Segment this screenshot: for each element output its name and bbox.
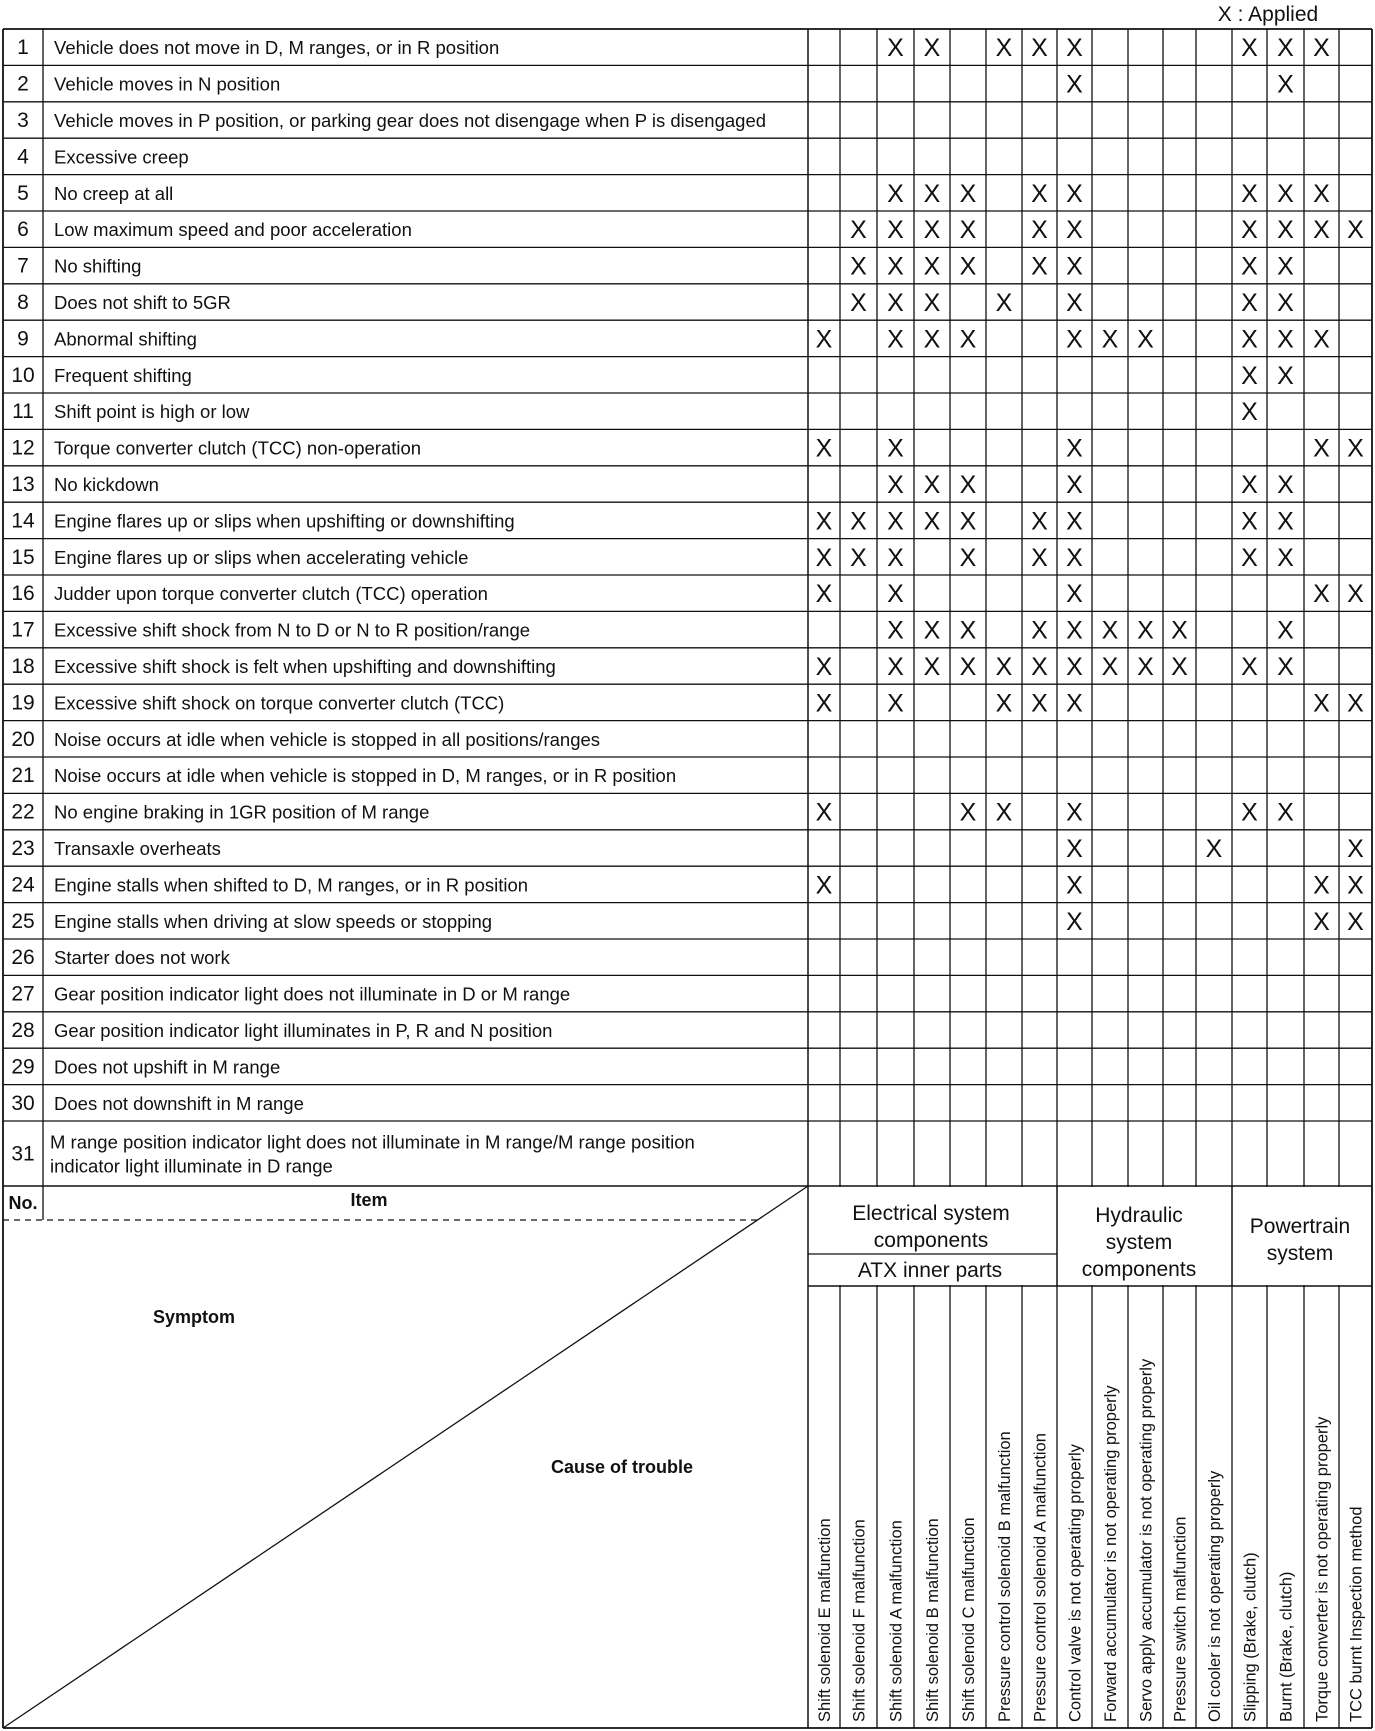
applied-mark: X	[923, 325, 941, 354]
applied-mark: X	[1031, 616, 1048, 645]
applied-mark: X	[887, 507, 904, 536]
applied-mark: X	[887, 325, 904, 354]
cause-label-10: Servo apply accumulator is not operating properly	[1137, 1358, 1156, 1722]
applied-mark: X	[959, 179, 977, 208]
symptom-item: No engine braking in 1GR position of M range	[54, 801, 430, 823]
applied-mark: X	[995, 34, 1013, 63]
applied-mark: X	[1066, 434, 1083, 463]
applied-mark: X	[1277, 252, 1294, 281]
symptom-item: Noise occurs at idle when vehicle is stopped in D, M ranges, or in R position	[54, 765, 677, 787]
symptom-item: Excessive shift shock is felt when upshifting and downshifting	[54, 656, 556, 677]
symptom-item: Abnormal shifting	[54, 328, 197, 350]
applied-mark: X	[1277, 216, 1294, 245]
applied-mark: X	[923, 616, 941, 645]
symptom-item: indicator light illuminate in D range	[50, 1155, 333, 1177]
symptom-item: Vehicle does not move in D, M ranges, or in R position	[54, 37, 500, 59]
applied-mark: X	[815, 689, 833, 718]
applied-mark: X	[923, 289, 941, 317]
applied-mark: X	[959, 216, 977, 245]
row-number: 11	[12, 400, 34, 424]
applied-mark: X	[1066, 907, 1083, 936]
applied-mark: X	[1066, 34, 1083, 63]
symptom-item: Vehicle moves in N position	[54, 73, 281, 95]
applied-mark: X	[1205, 835, 1223, 863]
applied-mark: X	[1277, 653, 1294, 681]
applied-mark: X	[923, 471, 941, 499]
applied-mark: X	[850, 216, 867, 245]
row-number: 1	[17, 36, 29, 60]
symptom-item: Frequent shifting	[54, 364, 192, 386]
applied-mark: X	[1031, 179, 1048, 208]
row-number: 10	[11, 363, 35, 387]
symptom-item: Excessive shift shock on torque converter clutch (TCC)	[54, 692, 505, 714]
applied-mark: X	[1313, 434, 1330, 463]
applied-mark: X	[923, 179, 941, 208]
symptom-item: Judder upon torque converter clutch (TCC) operation	[54, 583, 488, 605]
applied-mark: X	[887, 289, 904, 317]
cause-of-trouble-label: Cause of trouble	[550, 1457, 694, 1477]
applied-mark: X	[1277, 471, 1294, 499]
applied-mark: X	[1066, 216, 1083, 245]
row-number: 21	[11, 764, 35, 788]
row-number: 9	[17, 327, 29, 351]
applied-mark: X	[850, 289, 867, 317]
applied-mark: X	[1066, 179, 1083, 208]
applied-mark: X	[1031, 252, 1048, 281]
applied-mark: X	[815, 871, 833, 900]
applied-mark: X	[815, 507, 833, 536]
row-number: 25	[11, 909, 35, 933]
row-number: 22	[11, 800, 35, 824]
applied-mark: X	[1277, 616, 1294, 645]
symptom-item: Noise occurs at idle when vehicle is stopped in all positions/ranges	[54, 728, 601, 750]
powertrain-group-title: system	[1266, 1242, 1334, 1265]
row-number: 12	[11, 436, 35, 460]
applied-mark: X	[1277, 289, 1294, 317]
row-number: 27	[11, 982, 35, 1006]
applied-mark: X	[1066, 70, 1083, 99]
applied-mark: X	[923, 653, 941, 681]
row-number: 2	[17, 72, 29, 96]
cause-label-16: TCC burnt Inspection method	[1347, 1506, 1366, 1722]
applied-mark: X	[923, 507, 941, 536]
electrical-group-title: Electrical system	[852, 1202, 1010, 1225]
cause-label-8: Control valve is not operating properly	[1066, 1444, 1085, 1722]
row-number: 5	[17, 181, 29, 205]
applied-mark: X	[1277, 325, 1294, 354]
applied-mark: X	[1241, 653, 1258, 681]
applied-mark: X	[1313, 580, 1330, 609]
row-number: 18	[11, 655, 35, 678]
applied-mark: X	[1066, 798, 1083, 827]
applied-mark: X	[1277, 179, 1294, 208]
applied-mark: X	[923, 252, 941, 281]
applied-mark: X	[1347, 871, 1364, 900]
hydraulic-group-title: Hydraulic	[1095, 1204, 1183, 1227]
applied-mark: X	[1347, 689, 1364, 718]
applied-mark: X	[850, 507, 867, 536]
applied-mark: X	[1241, 216, 1258, 245]
cause-label-1: Shift solenoid E malfunction	[816, 1518, 834, 1722]
row-number: 8	[17, 291, 29, 314]
applied-mark: X	[1066, 543, 1083, 572]
cause-label-12: Oil cooler is not operating properly	[1206, 1470, 1224, 1722]
symptom-item: Torque converter clutch (TCC) non-operation	[54, 437, 422, 459]
applied-mark: X	[850, 543, 867, 572]
applied-mark: X	[815, 653, 833, 681]
symptom-item: No shifting	[54, 255, 142, 277]
row-number: 28	[11, 1019, 35, 1042]
applied-mark: X	[959, 653, 977, 681]
applied-mark: X	[1066, 252, 1083, 281]
applied-mark: X	[959, 616, 977, 645]
applied-mark: X	[995, 689, 1013, 718]
symptom-item: Excessive shift shock from N to D or N to R position/range	[54, 619, 531, 641]
applied-mark: X	[1313, 871, 1330, 900]
symptom-item: Does not shift to 5GR	[54, 292, 231, 313]
applied-mark: X	[1101, 616, 1119, 645]
applied-mark: X	[1066, 289, 1083, 317]
row-number: 29	[11, 1055, 35, 1079]
table-text-layer	[9, 3, 1366, 1722]
cause-label-2: Shift solenoid F malfunction	[850, 1519, 869, 1722]
applied-mark: X	[1101, 653, 1119, 681]
row-number: 20	[11, 727, 35, 751]
applied-mark: X	[1241, 34, 1258, 63]
row-number: 3	[17, 109, 29, 132]
applied-mark: X	[959, 798, 977, 827]
row-number: 14	[11, 509, 35, 533]
applied-mark: X	[1241, 471, 1258, 499]
applied-mark: X	[1347, 580, 1364, 609]
applied-mark: X	[1137, 653, 1154, 681]
applied-mark: X	[887, 34, 904, 63]
cause-label-3: Shift solenoid A malfunction	[887, 1520, 906, 1722]
applied-mark: X	[959, 325, 977, 354]
applied-mark: X	[1171, 616, 1188, 645]
applied-mark: X	[887, 471, 904, 499]
applied-mark: X	[1066, 871, 1083, 900]
applied-mark: X	[1171, 653, 1188, 681]
row-number: 6	[17, 218, 29, 242]
applied-mark: X	[1137, 616, 1154, 645]
applied-mark: X	[995, 289, 1013, 317]
powertrain-group-title: Powertrain	[1249, 1215, 1351, 1238]
row-number: 30	[11, 1091, 35, 1115]
applied-mark: X	[959, 507, 977, 536]
row-number: 13	[11, 473, 35, 496]
applied-mark: X	[887, 653, 904, 681]
row-number: 23	[11, 837, 35, 860]
row-number: 17	[11, 618, 35, 642]
row-number: 26	[11, 946, 35, 970]
applied-mark: X	[1347, 907, 1364, 936]
applied-mark: X	[1101, 325, 1119, 354]
applied-mark: X	[1137, 325, 1154, 354]
applied-mark: X	[1313, 325, 1330, 354]
legend-applied: X : Applied	[1217, 3, 1319, 26]
applied-mark: X	[1347, 434, 1364, 463]
applied-mark: X	[815, 434, 833, 463]
applied-mark: X	[1241, 252, 1258, 281]
row-number: 24	[11, 873, 35, 897]
applied-mark: X	[1066, 507, 1083, 536]
applied-mark: X	[1277, 507, 1294, 536]
applied-mark: X	[1066, 689, 1083, 718]
symptom-item: Does not upshift in M range	[54, 1056, 281, 1078]
applied-mark: X	[887, 616, 904, 645]
applied-mark: X	[815, 543, 833, 572]
cause-label-14: Burnt (Brake, clutch)	[1277, 1571, 1296, 1722]
applied-mark: X	[1066, 325, 1083, 354]
symptom-label: Symptom	[152, 1307, 236, 1327]
applied-mark: X	[1031, 653, 1048, 681]
symptom-item: No kickdown	[54, 474, 159, 495]
cause-label-15: Torque converter is not operating properly	[1313, 1416, 1332, 1722]
symptom-item: Gear position indicator light does not illuminate in D or M range	[54, 983, 571, 1005]
cause-label-6: Pressure control solenoid B malfunction	[996, 1431, 1014, 1722]
applied-mark: X	[995, 798, 1013, 827]
item-column-label: Item	[350, 1190, 388, 1210]
row-number: 19	[11, 691, 35, 715]
applied-mark: X	[959, 543, 977, 572]
symptom-item: Excessive creep	[54, 146, 189, 168]
applied-mark: X	[887, 252, 904, 281]
applied-mark: X	[1066, 580, 1083, 609]
applied-mark: X	[850, 252, 867, 281]
atx-group-title: ATX inner parts	[857, 1259, 1003, 1282]
symptom-item: Transaxle overheats	[54, 838, 221, 859]
applied-mark: X	[887, 543, 904, 572]
applied-mark: X	[887, 689, 904, 718]
applied-mark: X	[1313, 689, 1330, 718]
symptom-item: No creep at all	[54, 182, 174, 204]
applied-mark: X	[887, 434, 904, 463]
symptom-item: Engine flares up or slips when accelerating vehicle	[54, 546, 469, 568]
applied-mark: X	[1066, 835, 1083, 863]
symptom-item: Engine stalls when shifted to D, M ranges, or in R position	[54, 874, 529, 896]
applied-mark: X	[1066, 653, 1083, 681]
row-number: 7	[17, 254, 29, 278]
cause-label-7: Pressure control solenoid A malfunction	[1031, 1433, 1050, 1722]
applied-mark: X	[887, 216, 904, 245]
symptom-item: Engine flares up or slips when upshifting or downshifting	[54, 510, 515, 532]
applied-mark: X	[1277, 70, 1294, 99]
applied-mark: X	[923, 216, 941, 245]
symptom-item: Vehicle moves in P position, or parking gear does not disengage when P is disengaged	[54, 110, 767, 131]
applied-mark: X	[815, 580, 833, 609]
applied-mark: X	[887, 580, 904, 609]
applied-mark: X	[1031, 689, 1048, 718]
applied-mark: X	[1347, 216, 1364, 245]
applied-mark: X	[1313, 907, 1330, 936]
row-number: 15	[11, 545, 35, 569]
applied-mark: X	[1347, 835, 1364, 863]
applied-mark: X	[1277, 361, 1294, 390]
cause-label-11: Pressure switch malfunction	[1171, 1516, 1190, 1722]
applied-mark: X	[1031, 543, 1048, 572]
symptom-item: Starter does not work	[54, 947, 230, 969]
applied-mark: X	[1066, 471, 1083, 499]
applied-mark: X	[1066, 616, 1083, 645]
applied-mark: X	[1277, 543, 1294, 572]
cause-label-9: Forward accumulator is not operating properly	[1102, 1385, 1120, 1722]
applied-mark: X	[1241, 361, 1258, 390]
applied-mark: X	[923, 34, 941, 63]
applied-mark: X	[815, 325, 833, 354]
applied-mark: X	[1241, 179, 1258, 208]
applied-mark: X	[1031, 34, 1048, 63]
symptom-item: Low maximum speed and poor acceleration	[54, 219, 412, 241]
hydraulic-group-title: system	[1105, 1231, 1173, 1254]
applied-mark: X	[815, 798, 833, 827]
symptom-item: Does not downshift in M range	[54, 1092, 304, 1114]
applied-mark: X	[1241, 325, 1258, 354]
applied-mark: X	[887, 179, 904, 208]
row-number: 31	[11, 1142, 35, 1166]
applied-mark: X	[1277, 34, 1294, 63]
cause-label-5: Shift solenoid C malfunction	[960, 1517, 978, 1722]
applied-mark: X	[1241, 798, 1258, 827]
cause-label-4: Shift solenoid B malfunction	[924, 1518, 942, 1722]
symptom-item: Gear position indicator light illuminates in P, R and N position	[54, 1020, 553, 1041]
hydraulic-group-title: components	[1081, 1258, 1197, 1281]
applied-mark: X	[1241, 398, 1258, 427]
electrical-group-title: components	[873, 1229, 989, 1252]
applied-mark: X	[1031, 216, 1048, 245]
applied-mark: X	[1313, 216, 1330, 245]
symptom-item: Shift point is high or low	[54, 401, 250, 423]
symptom-item: M range position indicator light does not illuminate in M range/M range position	[50, 1131, 695, 1153]
no-column-label: No.	[8, 1193, 38, 1213]
applied-mark: X	[1241, 289, 1258, 317]
row-number: 4	[17, 145, 29, 169]
applied-mark: X	[1313, 34, 1330, 63]
cause-label-13: Slipping (Brake, clutch)	[1241, 1552, 1260, 1722]
applied-mark: X	[1277, 798, 1294, 827]
applied-mark: X	[1313, 179, 1330, 208]
applied-mark: X	[1241, 543, 1258, 572]
row-number: 16	[11, 582, 35, 606]
applied-mark: X	[1031, 507, 1048, 536]
applied-mark: X	[959, 252, 977, 281]
applied-mark: X	[959, 471, 977, 499]
applied-mark: X	[1241, 507, 1258, 536]
applied-mark: X	[995, 653, 1013, 681]
symptom-item: Engine stalls when driving at slow speeds or stopping	[54, 910, 493, 932]
